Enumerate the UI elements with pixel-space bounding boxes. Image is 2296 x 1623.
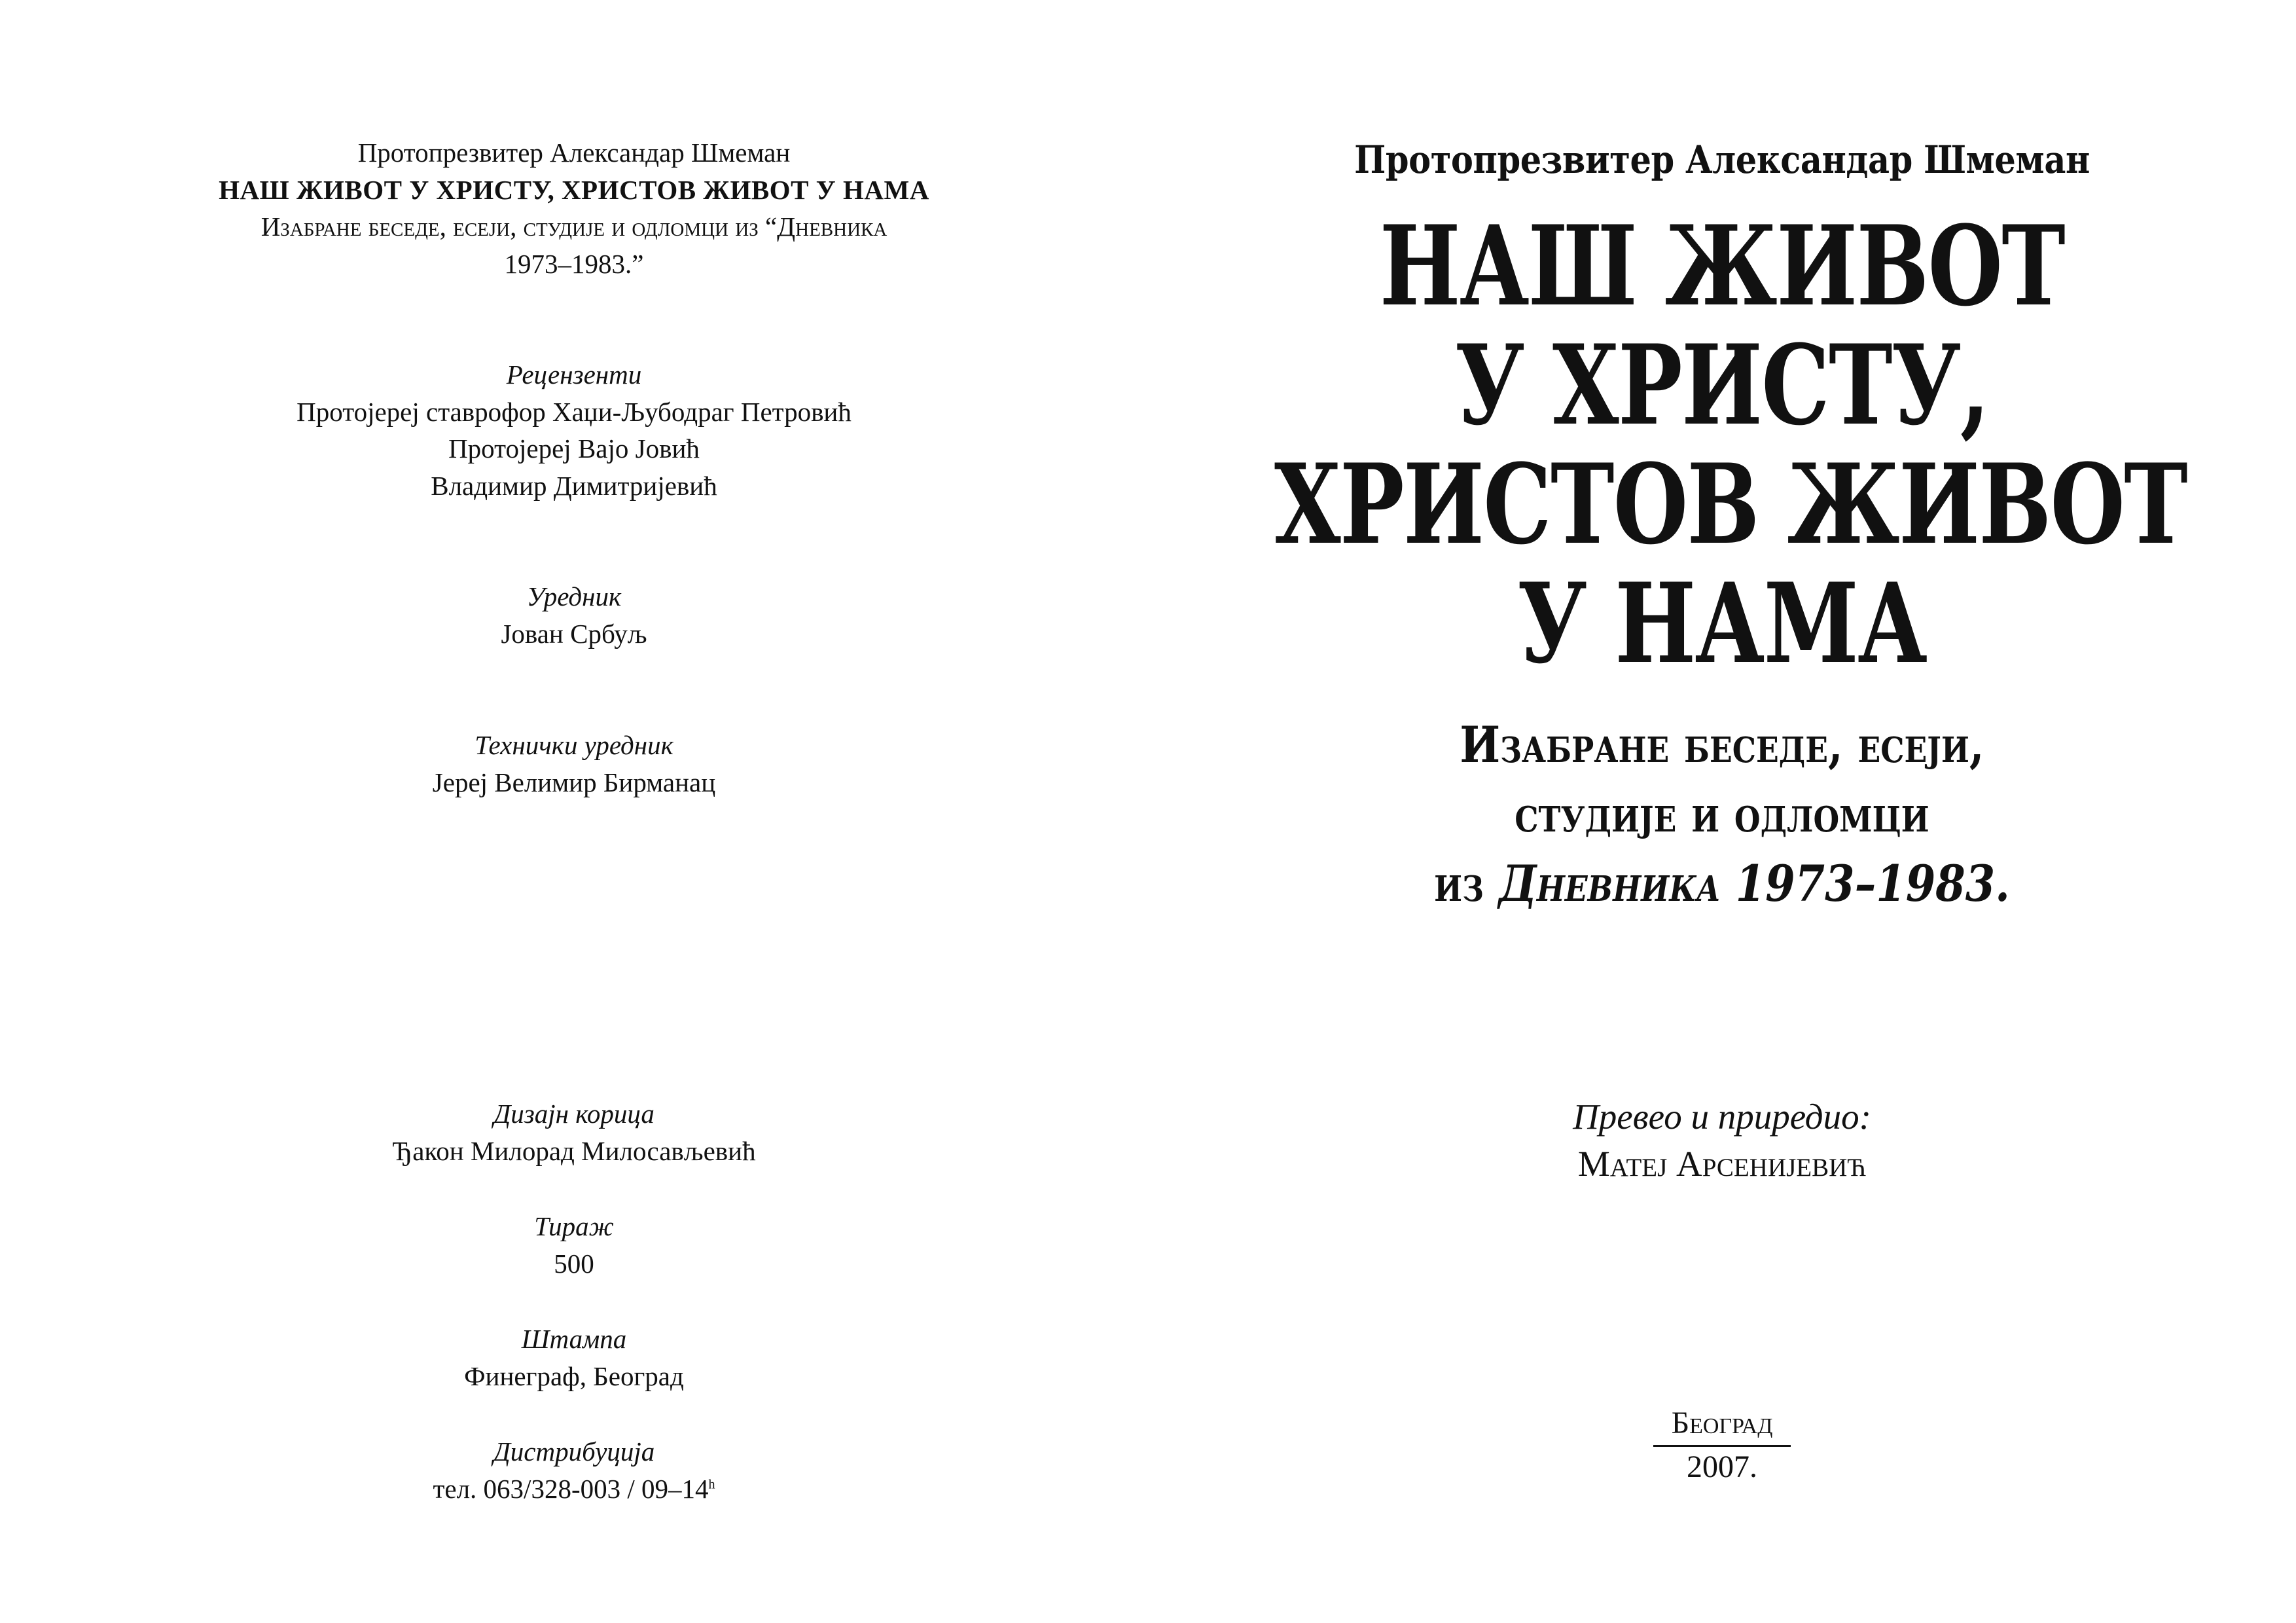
cover-design-section	[0, 1095, 1148, 1169]
editor-section	[0, 578, 1148, 652]
technical-editor-section	[0, 727, 1148, 801]
subtitle-line: Изабране беседе, есеји,	[1460, 716, 1984, 774]
reviewer-name: Протојереј Вајо Јовић	[448, 433, 700, 464]
editor-name: Јован Србуљ	[501, 618, 647, 649]
distribution-label: Дистрибуција	[493, 1436, 655, 1467]
main-title-line: ХРИСТОВ ЖИВОТ	[1274, 439, 2187, 569]
imprint-author: Протопрезвитер Александар Шмеман	[357, 137, 791, 168]
main-title-line: У ХРИСТУ,	[1455, 320, 1989, 450]
subtitle-line3-prefix: из	[1434, 854, 1499, 913]
editor-label: Уредник	[526, 581, 622, 611]
title-page-author-block	[1148, 137, 2296, 182]
cover-design-name: Ђакон Милорад Милосављевић	[392, 1135, 756, 1166]
printing-section	[0, 1321, 1148, 1395]
print-run-label: Тираж	[534, 1211, 614, 1241]
title-page-subtitle	[1148, 710, 2296, 919]
imprint-header	[0, 134, 1148, 282]
print-run-value: 500	[554, 1248, 594, 1279]
title-page-main-title	[1148, 201, 2296, 688]
technical-editor-name: Јереј Велимир Бирманац	[432, 767, 716, 797]
distribution-phone	[0, 1470, 1148, 1508]
translator-section	[1148, 1093, 2296, 1187]
distribution-hours-suffix: h	[708, 1476, 715, 1491]
reviewers-section	[0, 356, 1148, 504]
subtitle-line-3	[1229, 849, 2215, 919]
distribution-section	[0, 1433, 1148, 1507]
reviewer-name: Протојереј ставрофор Хаџи-Љубодраг Петровић	[296, 396, 852, 427]
right-page-title	[1148, 0, 2296, 1623]
publication-year: 2007.	[1687, 1449, 1757, 1484]
imprint-title: НАШ ЖИВОТ У ХРИСТУ, ХРИСТОВ ЖИВОТ У НАМА	[219, 174, 929, 205]
printing-value: Финеграф, Београд	[464, 1360, 684, 1391]
main-title-line: У НАМА	[1517, 558, 1927, 688]
title-page-author: Протопрезвитер Александар Шмеман	[1354, 137, 2090, 182]
print-run-section	[0, 1208, 1148, 1282]
translator-name: Матеј Арсенијевић	[1577, 1143, 1867, 1184]
imprint-subtitle-line1: Изабране беседе, есеји, студије и одломци из “Дневника	[260, 211, 888, 242]
reviewers-label: Рецензенти	[506, 359, 642, 390]
technical-editor-label: Технички уредник	[475, 730, 673, 760]
translator-label: Превео и приредио:	[1573, 1097, 1871, 1137]
imprint-subtitle-line2: 1973–1983.”	[504, 248, 644, 279]
cover-design-label: Дизајн корица	[493, 1099, 655, 1129]
publication-place: Београд	[1653, 1404, 1791, 1447]
distribution-value: тел. 063/328-003 / 09–14	[433, 1473, 709, 1504]
imprint-place-year	[1148, 1404, 2296, 1487]
reviewer-name: Владимир Димитријевић	[431, 470, 717, 501]
subtitle-diary-title: Дневника 1973–1983.	[1498, 854, 2010, 913]
subtitle-line: студије и одломци	[1515, 785, 1929, 843]
printing-label: Штампа	[521, 1324, 627, 1354]
main-title-line: НАШ ЖИВОТ	[1379, 201, 2065, 331]
